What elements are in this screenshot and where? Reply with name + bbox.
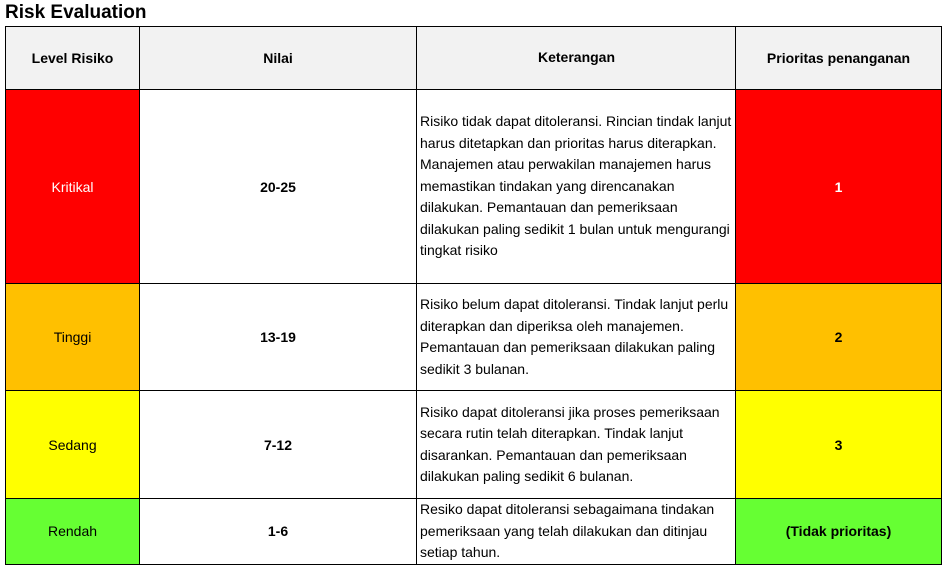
table-row [6,284,942,391]
table-row [6,499,942,565]
prioritas-cell: 2 [736,284,942,391]
keterangan-cell: Resiko dapat ditoleransi sebagaimana tindakan pemeriksaan yang telah dilakukan dan ditinjau setiap tahun. [417,499,736,565]
prioritas-cell: 3 [736,391,942,499]
prioritas-cell: (Tidak prioritas) [736,499,942,565]
keterangan-cell: Risiko tidak dapat ditoleransi. Rincian tindak lanjut harus ditetapkan dan prioritas harus diterapkan. Manajemen atau perwakilan manajemen harus memastikan tindakan yang direncanakan dilakukan. Pemantauan dan pemeriksaan dilakukan paling sedikit 1 bulan untuk mengurangi tingkat risiko [417,90,736,284]
level-cell: Rendah [6,499,140,565]
table-row [6,391,942,499]
keterangan-cell: Risiko dapat ditoleransi jika proses pemeriksaan secara rutin telah diterapkan. Tindak lanjut disarankan. Pemantauan dan pemeriksaan dilakukan paling sedikit 6 bulanan. [417,391,736,499]
level-cell: Tinggi [6,284,140,391]
nilai-cell: 1-6 [140,499,417,565]
keterangan-cell: Risiko belum dapat ditoleransi. Tindak lanjut perlu diterapkan dan diperiksa oleh manajemen. Pemantauan dan pemeriksaan dilakukan paling sedikit 3 bulanan. [417,284,736,391]
header-level: Level Risiko [6,27,140,90]
nilai-cell: 20-25 [140,90,417,284]
level-cell: Sedang [6,391,140,499]
nilai-cell: 13-19 [140,284,417,391]
header-nilai: Nilai [140,27,417,90]
nilai-cell: 7-12 [140,391,417,499]
prioritas-cell: 1 [736,90,942,284]
table-header-row [6,27,942,90]
table-row [6,90,942,284]
header-keterangan: Keterangan [417,27,736,90]
header-prioritas: Prioritas penanganan [736,27,942,90]
level-cell: Kritikal [6,90,140,284]
page-title: Risk Evaluation [5,2,147,23]
risk-evaluation-table [5,26,942,565]
